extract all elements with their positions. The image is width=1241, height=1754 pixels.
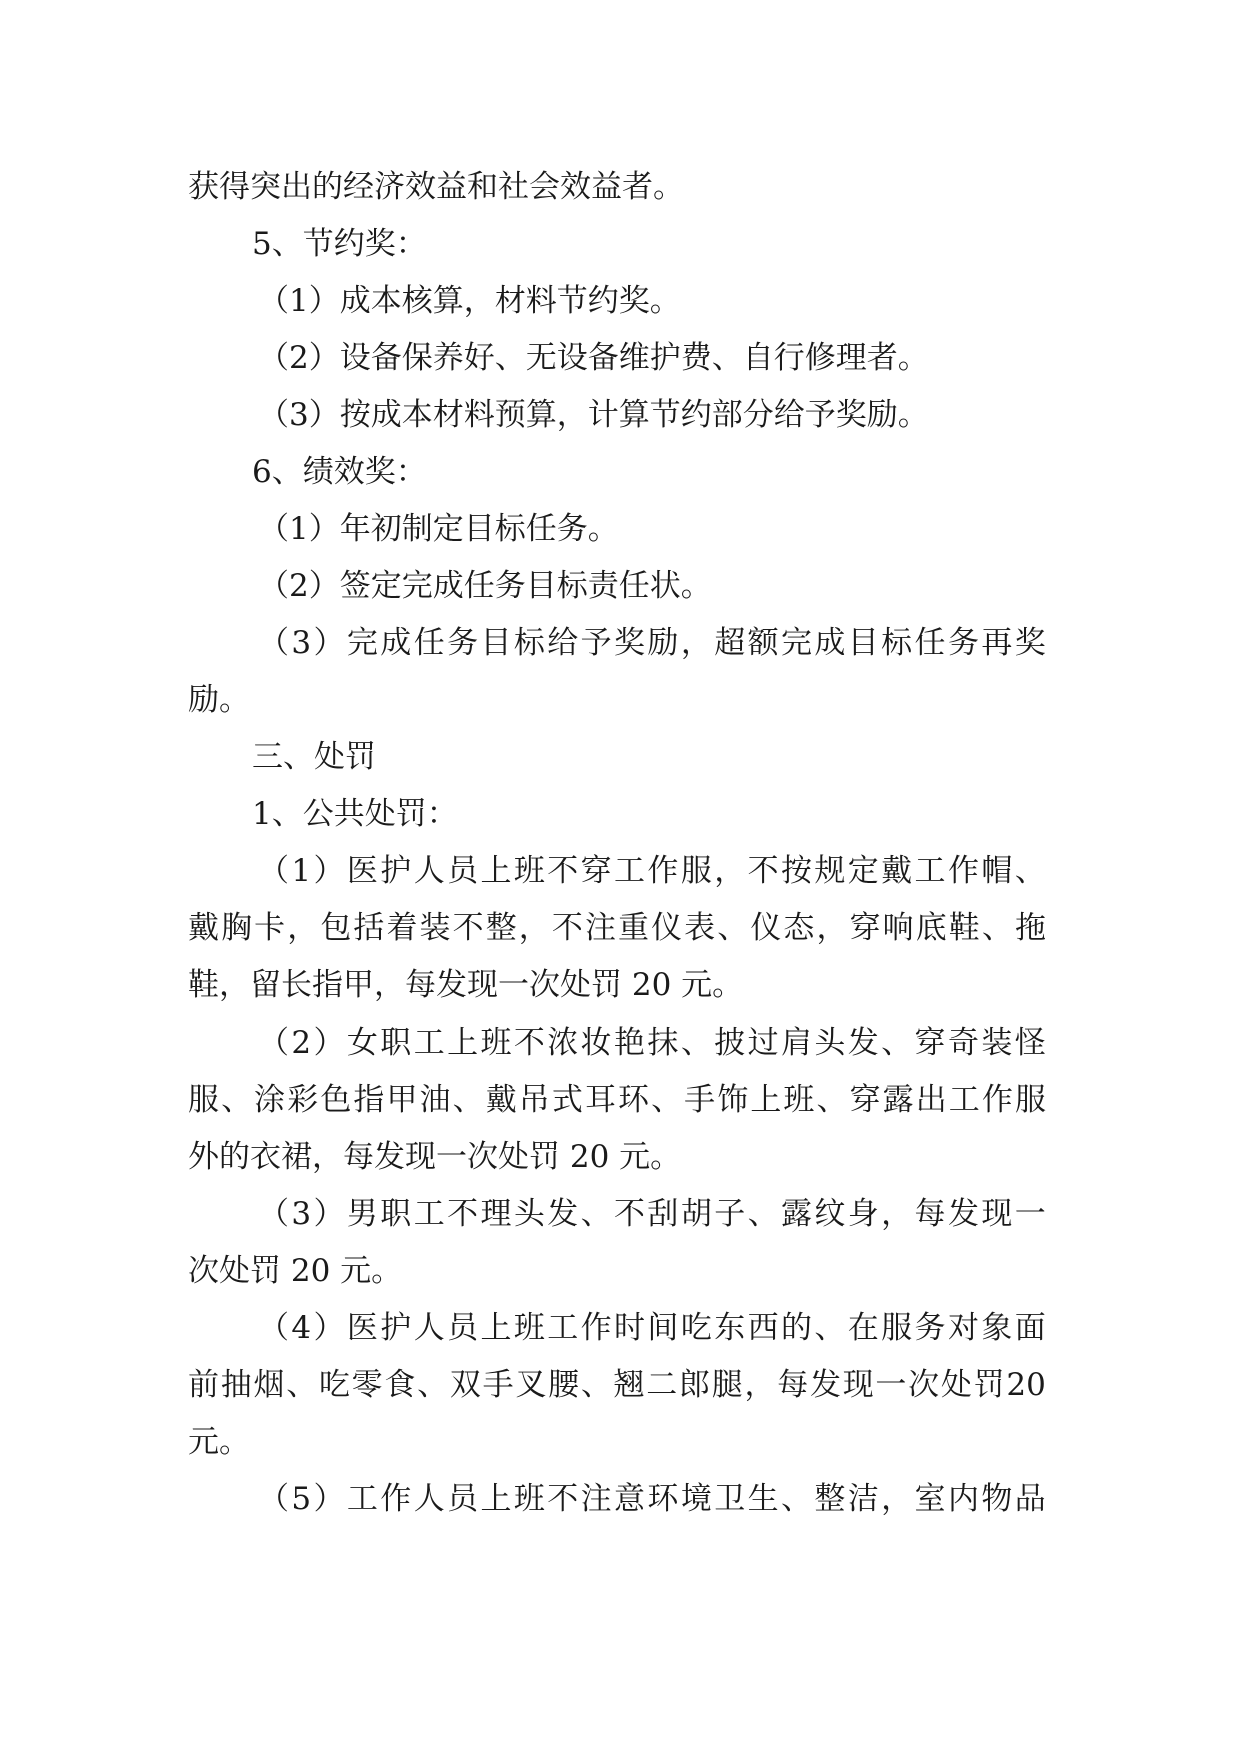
text-line-2: 5、节约奖：: [252, 226, 427, 262]
text-line-13: （ 1 ） 医 护 人 员 上 班 不 穿 工 作 服 ， 不 按 规 定 戴 工 作 帽 、: [258, 853, 1046, 889]
text-line-14: 戴 胸 卡 ， 包 括 着 装 不 整 ， 不 注 重 仪 表 、 仪 态 ， 穿 响 底 鞋 、 拖: [188, 910, 1046, 946]
text-line-19: （ 3 ） 男 职 工 不 理 头 发 、 不 刮 胡 子 、 露 纹 身 ， 每 发 现 一: [258, 1196, 1046, 1232]
text-line-9: （ 3 ） 完 成 任 务 目 标 给 予 奖 励 ， 超 额 完 成 目 标 任 务 再 奖: [258, 625, 1046, 661]
text-line-10: 励。: [188, 682, 250, 718]
text-line-12: 1、公共处罚：: [252, 796, 458, 832]
text-line-7: （1）年初制定目标任务。: [258, 511, 619, 547]
text-line-23: 元。: [188, 1424, 250, 1460]
text-line-15: 鞋，留长指甲，每发现一次处罚 20 元。: [188, 967, 744, 1003]
text-line-3: （1）成本核算，材料节约奖。: [258, 283, 681, 319]
section-heading: 三、处罚: [252, 739, 376, 775]
text-line-20: 次处罚 20 元。: [188, 1253, 403, 1289]
text-line-5: （3）按成本材料预算，计算节约部分给予奖励。: [258, 397, 929, 433]
text-line-24: （ 5 ） 工 作 人 员 上 班 不 注 意 环 境 卫 生 、 整 洁 ， 室 内 物 品: [258, 1481, 1046, 1517]
text-line-1: 获得突出的经济效益和社会效益者。: [188, 169, 684, 205]
text-line-18: 外的衣裙，每发现一次处罚 20 元。: [188, 1139, 682, 1175]
text-line-16: （ 2 ） 女 职 工 上 班 不 浓 妆 艳 抹 、 披 过 肩 头 发 、 穿 奇 装 怪: [258, 1025, 1046, 1061]
text-line-8: （2）签定完成任务目标责任状。: [258, 568, 712, 604]
text-line-21: （ 4 ） 医 护 人 员 上 班 工 作 时 间 吃 东 西 的 、 在 服 务 对 象 面: [258, 1310, 1046, 1346]
text-line-22: 前 抽 烟 、 吃 零 食 、 双 手 叉 腰 、 翘 二 郎 腿 ， 每 发 现 一 次 处 罚 20: [188, 1367, 1046, 1403]
text-line-4: （2）设备保养好、无设备维护费、自行修理者。: [258, 340, 929, 376]
text-line-17: 服 、 涂 彩 色 指 甲 油 、 戴 吊 式 耳 环 、 手 饰 上 班 、 穿 露 出 工 作 服: [188, 1082, 1046, 1118]
text-line-6: 6、绩效奖：: [252, 454, 427, 490]
